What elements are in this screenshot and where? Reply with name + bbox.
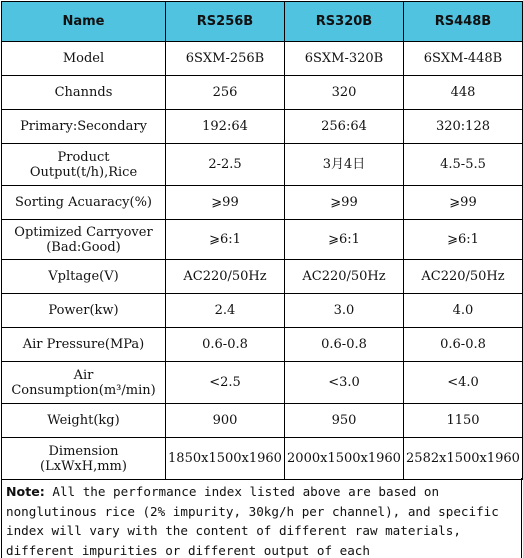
cell-value: 0.6-0.8: [166, 328, 285, 362]
cell-value: 950: [285, 404, 404, 438]
row-label: [2, 362, 166, 404]
row-label-line: Dimension: [48, 443, 119, 459]
row-label: [2, 76, 166, 110]
cell-value: 192:64: [166, 110, 285, 144]
cell-value: 900: [166, 404, 285, 438]
table-row: [2, 438, 523, 480]
cell-value: AC220/50Hz: [404, 260, 523, 294]
row-label: [2, 260, 166, 294]
cell-value: 320:128: [404, 110, 523, 144]
table-row: [2, 404, 523, 438]
cell-value: 3月4日: [285, 144, 404, 186]
cell-value: 1850x1500x1960: [166, 438, 285, 480]
row-label-line: Primary:Secondary: [20, 119, 147, 134]
cell-value: ⩾6:1: [404, 220, 523, 260]
table-row: [2, 328, 523, 362]
cell-value: 2000x1500x1960: [285, 438, 404, 480]
cell-value: <3.0: [285, 362, 404, 404]
table-row: [2, 76, 523, 110]
note-text: All the performance index listed above are based on nonglutinous rice (2% impurity, 30kg/h per channel), and specific index will vary with the content of different raw materials, different impurities or different output of each: [6, 484, 499, 558]
header-name: Name: [2, 2, 166, 42]
cell-value: <2.5: [166, 362, 285, 404]
table-row: [2, 110, 523, 144]
cell-value: AC220/50Hz: [166, 260, 285, 294]
row-label-line: Weight(kg): [47, 413, 120, 428]
table-row: [2, 220, 523, 260]
cell-value: ⩾99: [404, 186, 523, 220]
row-label: [2, 404, 166, 438]
cell-value: 6SXM-256B: [166, 42, 285, 76]
row-label-line: Product: [57, 149, 110, 165]
cell-value: 0.6-0.8: [404, 328, 523, 362]
table-row: [2, 42, 523, 76]
row-label: [2, 328, 166, 362]
cell-value: ⩾99: [285, 186, 404, 220]
header-row: [2, 2, 523, 42]
cell-value: 1150: [404, 404, 523, 438]
cell-value: 256:64: [285, 110, 404, 144]
row-label-line: (Bad:Good): [46, 239, 121, 255]
cell-value: 6SXM-448B: [404, 42, 523, 76]
row-label-line: Air Pressure(MPa): [22, 337, 145, 352]
row-label-line: Vpltage(V): [48, 269, 119, 284]
note-title: Note:: [6, 484, 45, 499]
cell-value: ⩾6:1: [166, 220, 285, 260]
row-label-line: Sorting Acuaracy(%): [14, 195, 153, 210]
row-label: [2, 42, 166, 76]
cell-value: <4.0: [404, 362, 523, 404]
row-label: [2, 294, 166, 328]
table-row: [2, 294, 523, 328]
header-rs256b: RS256B: [166, 2, 285, 42]
table-row: [2, 186, 523, 220]
row-label-line: Optimized Carryover: [14, 224, 153, 240]
cell-value: 0.6-0.8: [285, 328, 404, 362]
table-row: [2, 362, 523, 404]
row-label-line: Model: [62, 51, 105, 66]
table-row: [2, 260, 523, 294]
cell-value: 4.5-5.5: [404, 144, 523, 186]
note-paragraph: [1, 478, 522, 558]
row-label-line: Power(kw): [48, 303, 119, 318]
cell-value: 448: [404, 76, 523, 110]
cell-value: 2582x1500x1960: [404, 438, 523, 480]
row-label: [2, 144, 166, 186]
table-row: [2, 144, 523, 186]
cell-value: ⩾6:1: [285, 220, 404, 260]
cell-value: 2-2.5: [166, 144, 285, 186]
row-label-line: Air: [73, 367, 94, 383]
cell-value: ⩾99: [166, 186, 285, 220]
cell-value: 4.0: [404, 294, 523, 328]
spec-table-wrapper: [1, 1, 522, 480]
cell-value: 320: [285, 76, 404, 110]
header-rs448b: RS448B: [404, 2, 523, 42]
row-label: [2, 438, 166, 480]
cell-value: 6SXM-320B: [285, 42, 404, 76]
header-rs320b: RS320B: [285, 2, 404, 42]
row-label-line: Channds: [54, 85, 113, 100]
cell-value: 2.4: [166, 294, 285, 328]
cell-value: AC220/50Hz: [285, 260, 404, 294]
row-label-line: (LxWxH,mm): [40, 458, 127, 474]
row-label: [2, 186, 166, 220]
row-label: [2, 220, 166, 260]
cell-value: 3.0: [285, 294, 404, 328]
cell-value: 256: [166, 76, 285, 110]
spec-table: [1, 1, 523, 480]
spec-table-body: [2, 42, 523, 480]
row-label: [2, 110, 166, 144]
row-label-line: Consumption(m³/min): [11, 382, 156, 398]
row-label-line: Output(t/h),Rice: [29, 164, 138, 180]
